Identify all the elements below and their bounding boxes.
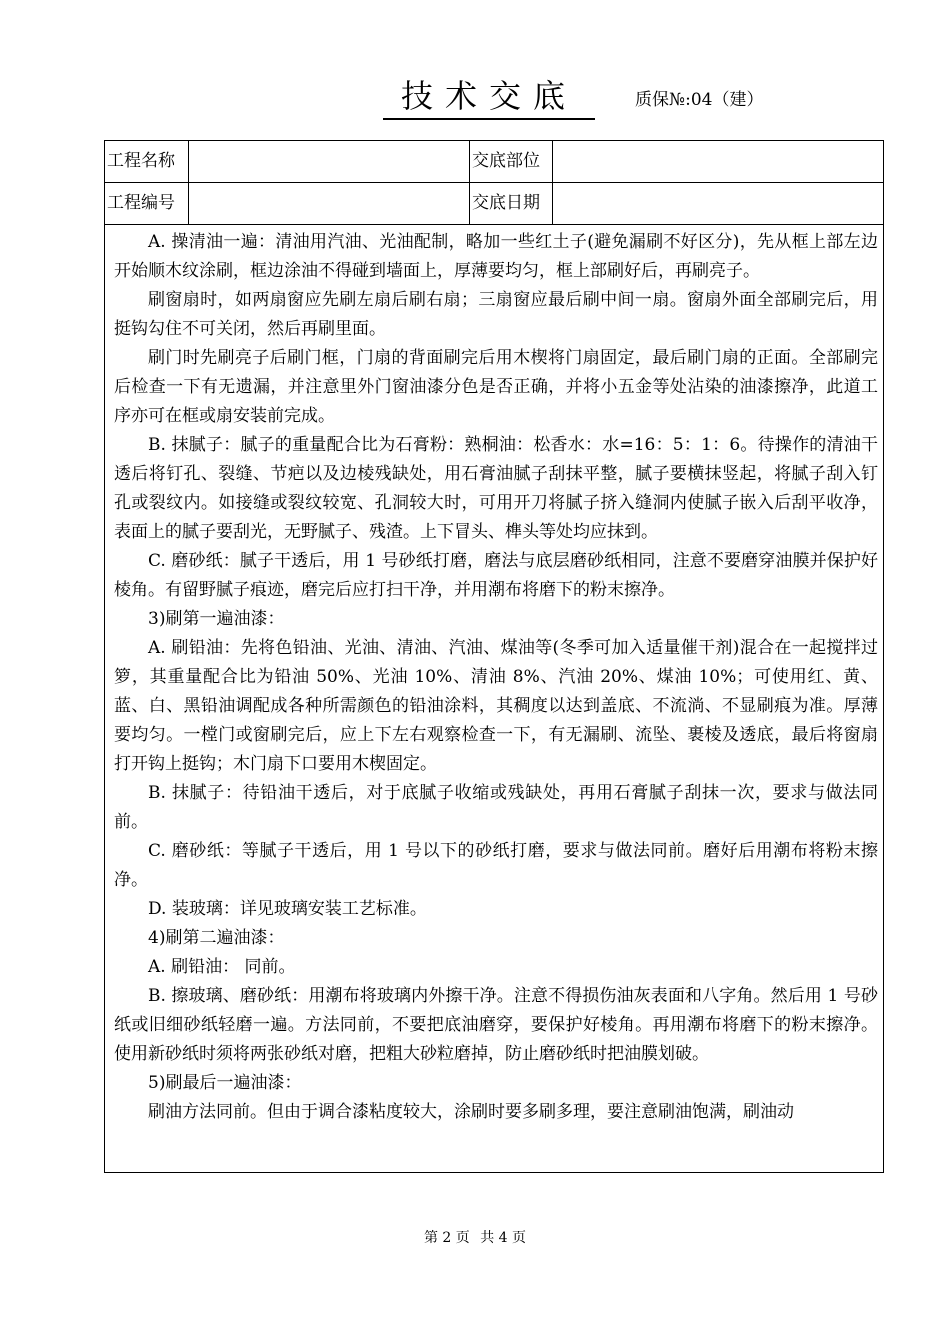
paragraph: B. 抹腻子：腻子的重量配合比为石膏粉：熟桐油：松香水：水=16：5：1：6。待操作的清油干透后将钉孔、裂缝、节疤以及边棱残缺处，用石膏油腻子刮抹平整，腻子要横抹竖起，将腻子刮入钉孔或裂纹内。如接缝或裂纹较宽、孔洞较大时，可用开刀将腻子挤入缝洞内使腻子嵌入后刮平收净，表面上的腻子要刮光，无野腻子、残渣。上下冒头、榫头等处均应抹到。: [114, 435, 878, 542]
paragraph: B. 擦玻璃、磨砂纸：用潮布将玻璃内外擦干净。注意不得损伤油灰表面和八字角。然后用 1 号砂纸或旧细砂纸轻磨一遍。方法同前，不要把底油磨穿，要保护好棱角。再用潮布将磨下的粉末擦净。使用新砂纸时须将两张砂纸对磨，把粗大砂粒磨掉，防止磨砂纸时把油膜划破。: [114, 986, 878, 1064]
page-number: 第 2 页: [423, 1230, 470, 1246]
disclosure-content: [105, 225, 883, 1127]
paragraph: C. 磨砂纸：等腻子干透后，用 1 号以下的砂纸打磨，要求与做法同前。磨好后用潮布将粉末擦净。: [114, 841, 878, 890]
paragraph: A. 操清油一遍：清油用汽油、光油配制，略加一些红土子(避免漏刷不好区分)，先从框上部左边开始顺木纹涂刷，框边涂油不得碰到墙面上，厚薄要均匀，框上部刷好后，再刷亮子。: [114, 232, 878, 281]
project-name-value: [189, 141, 470, 182]
section-heading: 3)刷第一遍油漆：: [148, 609, 285, 629]
info-row-project-no: [105, 183, 883, 225]
paragraph: 刷门时先刷亮子后刷门框，门扇的背面刷完后用木楔将门扇固定，最后刷门扇的正面。全部刷完后检查一下有无遗漏，并注意里外门窗油漆分色是否正确，并将小五金等处沾染的油漆擦净，此道工序亦可在框或扇安装前完成。: [114, 348, 878, 426]
page-total: 共 4 页: [480, 1230, 527, 1246]
paragraph: B. 抹腻子：待铅油干透后，对于底腻子收缩或残缺处，再用石膏腻子刮抹一次，要求与做法同前。: [114, 783, 878, 832]
project-name-label: 工程名称: [105, 141, 189, 182]
paragraph: D. 装玻璃：详见玻璃安装工艺标准。: [148, 899, 427, 919]
paragraph: 刷窗扇时，如两扇窗应先刷左扇后刷右扇；三扇窗应最后刷中间一扇。窗扇外面全部刷完后，用挺钩勾住不可关闭，然后再刷里面。: [114, 290, 878, 339]
date-value: [553, 183, 883, 224]
document-title: 技术交底: [383, 76, 595, 120]
info-row-project-name: [105, 141, 883, 183]
project-no-value: [189, 183, 470, 224]
location-label: 交底部位: [470, 141, 553, 182]
paragraph: C. 磨砂纸：腻子干透后，用 1 号砂纸打磨，磨法与底层磨砂纸相同，注意不要磨穿油膜并保护好棱角。有留野腻子痕迹，磨完后应打扫干净，并用潮布将磨下的粉末擦净。: [114, 551, 878, 600]
document-number: 质保№:04（建）: [635, 90, 764, 110]
page-footer: [0, 1228, 950, 1248]
project-no-label: 工程编号: [105, 183, 189, 224]
location-value: [553, 141, 883, 182]
paragraph: A. 刷铅油： 同前。: [148, 957, 296, 977]
paragraph: A. 刷铅油：先将色铅油、光油、清油、汽油、煤油等(冬季可加入适量催干剂)混合在一起搅拌过箩，其重量配合比为铅油 50%、光油 10%、清油 8%、汽油 20%、煤油 10%；可使用红、黄、蓝、白、黑铅油调配成各种所需颜色的铅油涂料，其稠度以达到盖底、不流淌、不显刷痕为准。厚薄要均匀。一樘门或窗刷完后，应上下左右观察检查一下，有无漏刷、流坠、裹棱及透底，最后将窗扇打开钩上挺钩；木门扇下口要用木楔固定。: [114, 638, 878, 774]
section-heading: 5)刷最后一遍油漆：: [148, 1073, 302, 1093]
paragraph: 刷油方法同前。但由于调合漆粘度较大，涂刷时要多刷多理，要注意刷油饱满，刷油动: [148, 1102, 794, 1122]
date-label: 交底日期: [470, 183, 553, 224]
disclosure-form: [104, 140, 884, 1173]
section-heading: 4)刷第二遍油漆：: [148, 928, 285, 948]
